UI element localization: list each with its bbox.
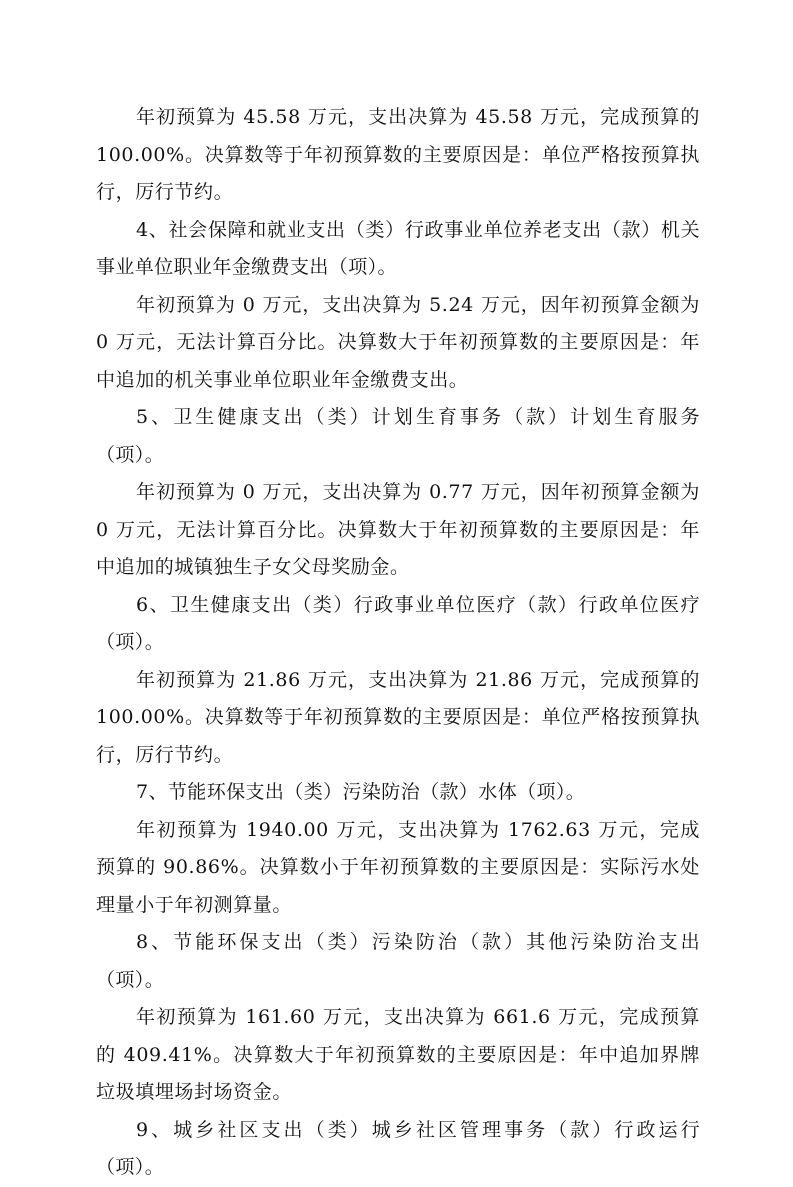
budget-paragraph-1: 年初预算为 45.58 万元，支出决算为 45.58 万元，完成预算的 100.00%。决算数等于年初预算数的主要原因是：单位严格按预算执行，厉行节约。 [96,106,700,203]
budget-paragraph-8: 年初预算为 161.60 万元，支出决算为 661.6 万元，完成预算的 409.41%。决算数大于年初预算数的主要原因是：年中追加界牌垃圾填埋场封场资金。 [96,1006,700,1103]
budget-paragraph-4: 年初预算为 0 万元，支出决算为 5.24 万元，因年初预算金额为 0 万元，无法计算百分比。决算数大于年初预算数的主要原因是：年中追加的机关事业单位职业年金缴费支出。 [96,293,700,391]
budget-paragraph-5: 年初预算为 0 万元，支出决算为 0.77 万元，因年初预算金额为 0 万元，无法计算百分比。决算数大于年初预算数的主要原因是：年中追加的城镇独生子女父母奖励金。 [96,481,700,578]
item-heading-7: 7、节能环保支出（类）污染防治（款）水体（项）。 [136,781,586,803]
item-heading-6: 6、卫生健康支出（类）行政事业单位医疗（款）行政单位医疗（项）。 [96,593,700,653]
item-heading-4: 4、社会保障和就业支出（类）行政事业单位养老支出（款）机关事业单位职业年金缴费支出（项）。 [96,218,700,278]
item-heading-9: 9、城乡社区支出（类）城乡社区管理事务（款）行政运行（项）。 [96,1118,700,1178]
document-body [96,99,700,1187]
item-heading-8: 8、节能环保支出（类）污染防治（款）其他污染防治支出（项）。 [96,931,700,991]
budget-paragraph-6: 年初预算为 21.86 万元，支出决算为 21.86 万元，完成预算的 100.00%。决算数等于年初预算数的主要原因是：单位严格按预算执行，厉行节约。 [96,668,700,766]
item-heading-5: 5、卫生健康支出（类）计划生育事务（款）计划生育服务（项）。 [96,406,700,466]
budget-paragraph-7: 年初预算为 1940.00 万元，支出决算为 1762.63 万元，完成预算的 90.86%。决算数小于年初预算数的主要原因是：实际污水处理量小于年初测算量。 [96,818,700,916]
